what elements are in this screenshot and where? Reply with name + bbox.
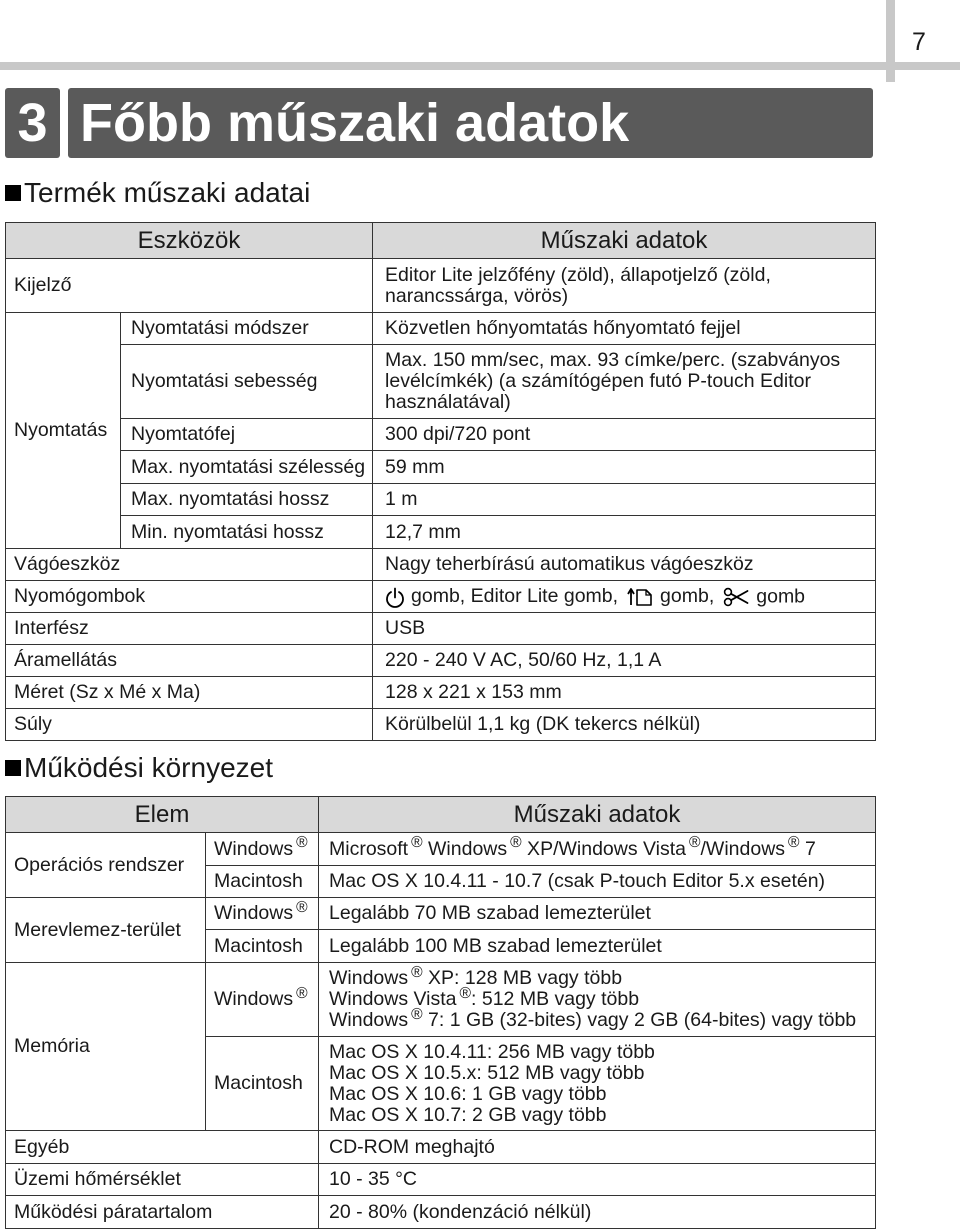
spec-value-max-print-length: 1 m	[373, 484, 876, 516]
spec-value-max-print-width: 59 mm	[373, 451, 876, 484]
spec-label-size: Méret (Sz x Mé x Ma)	[6, 677, 373, 709]
spec-value-min-print-length: 12,7 mm	[373, 516, 876, 549]
env-value-os-mac: Mac OS X 10.4.11 - 10.7 (csak P-touch Editor 5.x esetén)	[319, 866, 876, 898]
spec-label-print-speed: Nyomtatási sebesség	[121, 345, 373, 419]
memory-line: Windows Vista ®: 512 MB vagy több	[329, 984, 640, 1010]
spec-label-min-print-length: Min. nyomtatási hossz	[121, 516, 373, 549]
square-bullet-icon	[5, 760, 21, 776]
table-header-row	[6, 223, 876, 259]
chapter-title: Főbb műszaki adatok	[68, 88, 873, 158]
table-header-row	[6, 797, 876, 833]
top-rule	[0, 62, 960, 70]
spec-label-weight: Súly	[6, 709, 373, 741]
env-value-other: CD-ROM meghajtó	[319, 1131, 876, 1164]
table-row	[6, 709, 876, 741]
corner-rule	[886, 0, 895, 82]
power-button-text: gomb, Editor Lite gomb,	[411, 585, 619, 607]
feed-icon	[627, 586, 653, 608]
memory-line: Mac OS X 10.5.x: 512 MB vagy több	[329, 1061, 645, 1084]
table-row	[6, 259, 876, 313]
table-row	[6, 484, 876, 516]
table-row	[6, 516, 876, 549]
env-platform-mac: Macintosh	[206, 930, 319, 963]
env-value-memory-mac	[319, 1037, 876, 1131]
table-row	[6, 1164, 876, 1196]
env-label-os: Operációs rendszer	[6, 833, 206, 898]
env-value-temperature: 10 - 35 °C	[319, 1164, 876, 1196]
section-heading-product	[5, 176, 310, 210]
memory-line: Mac OS X 10.7: 2 GB vagy több	[329, 1103, 607, 1126]
page-number: 7	[912, 28, 926, 56]
table-row	[6, 345, 876, 419]
table-row	[6, 549, 876, 581]
spec-label-print-method: Nyomtatási módszer	[121, 313, 373, 345]
env-value-os-windows: Microsoft ® Windows ® XP/Windows Vista ®/Windows ® 7	[319, 833, 876, 866]
memory-line: Mac OS X 10.4.11: 256 MB vagy több	[329, 1040, 655, 1063]
env-platform-mac: Macintosh	[206, 866, 319, 898]
square-bullet-icon	[5, 185, 21, 201]
spec-label-cutter: Vágóeszköz	[6, 549, 373, 581]
spec-value-print-method: Közvetlen hőnyomtatás hőnyomtató fejjel	[373, 313, 876, 345]
table-row	[6, 581, 876, 613]
column-header-item: Eszközök	[6, 223, 373, 259]
env-value-disk-mac: Legalább 100 MB szabad lemezterület	[319, 930, 876, 963]
env-value-memory-windows	[319, 963, 876, 1037]
spec-value-cutter: Nagy teherbírású automatikus vágóeszköz	[373, 549, 876, 581]
spec-label-print-head: Nyomtatófej	[121, 419, 373, 451]
spec-value-buttons	[373, 581, 876, 613]
column-header-spec: Műszaki adatok	[373, 223, 876, 259]
env-label-humidity: Működési páratartalom	[6, 1196, 319, 1229]
section-heading-text: Termék műszaki adatai	[24, 177, 311, 208]
spec-value-size: 128 x 221 x 153 mm	[373, 677, 876, 709]
env-platform-windows: Windows ®	[206, 833, 319, 866]
memory-line: Windows ® 7: 1 GB (32-bites) vagy 2 GB (64-bites) vagy több	[329, 1005, 857, 1031]
column-header-item: Elem	[6, 797, 319, 833]
power-icon	[385, 586, 405, 608]
spec-value-power-supply: 220 - 240 V AC, 50/60 Hz, 1,1 A	[373, 645, 876, 677]
spec-group-label-printing: Nyomtatás	[6, 313, 121, 549]
cut-button-text: gomb	[756, 585, 806, 607]
spec-value-weight: Körülbelül 1,1 kg (DK tekercs nélkül)	[373, 709, 876, 741]
table-row	[6, 963, 876, 1037]
table-row	[6, 451, 876, 484]
env-platform-windows: Windows ®	[206, 963, 319, 1037]
spec-label-display: Kijelző	[6, 259, 373, 313]
table-row	[6, 1196, 876, 1229]
section-heading-environment	[5, 751, 273, 785]
scissors-icon	[723, 587, 749, 607]
memory-line: Mac OS X 10.6: 1 GB vagy több	[329, 1082, 607, 1105]
env-platform-windows: Windows ®	[206, 898, 319, 930]
table-row	[6, 833, 876, 866]
table-row	[6, 677, 876, 709]
feed-button-text: gomb,	[660, 585, 715, 607]
env-label-disk: Merevlemez-terület	[6, 898, 206, 963]
spec-value-print-head: 300 dpi/720 pont	[373, 419, 876, 451]
spec-label-buttons: Nyomógombok	[6, 581, 373, 613]
env-label-temperature: Üzemi hőmérséklet	[6, 1164, 319, 1196]
table-row	[6, 898, 876, 930]
table-row	[6, 1131, 876, 1164]
table-row	[6, 645, 876, 677]
spec-value-print-speed: Max. 150 mm/sec, max. 93 címke/perc. (szabványos levélcímkék) (a számítógépen futó P-touch Editor használatával)	[373, 345, 876, 419]
section-heading-text: Működési környezet	[24, 752, 274, 783]
spec-value-display: Editor Lite jelzőfény (zöld), állapotjelző (zöld, narancssárga, vörös)	[373, 259, 876, 313]
env-label-memory: Memória	[6, 963, 206, 1131]
spec-label-power-supply: Áramellátás	[6, 645, 373, 677]
environment-spec-table	[5, 796, 876, 1229]
table-row	[6, 419, 876, 451]
table-row	[6, 313, 876, 345]
chapter-number: 3	[5, 88, 60, 158]
spec-value-interface: USB	[373, 613, 876, 645]
memory-line: Windows ® XP: 128 MB vagy több	[329, 963, 623, 989]
product-spec-table	[5, 222, 876, 741]
spec-label-max-print-width: Max. nyomtatási szélesség	[121, 451, 373, 484]
table-row	[6, 613, 876, 645]
env-label-other: Egyéb	[6, 1131, 319, 1164]
spec-label-interface: Interfész	[6, 613, 373, 645]
env-value-disk-windows: Legalább 70 MB szabad lemezterület	[319, 898, 876, 930]
env-platform-mac: Macintosh	[206, 1037, 319, 1131]
column-header-spec: Műszaki adatok	[319, 797, 876, 833]
spec-label-max-print-length: Max. nyomtatási hossz	[121, 484, 373, 516]
env-value-humidity: 20 - 80% (kondenzáció nélkül)	[319, 1196, 876, 1229]
